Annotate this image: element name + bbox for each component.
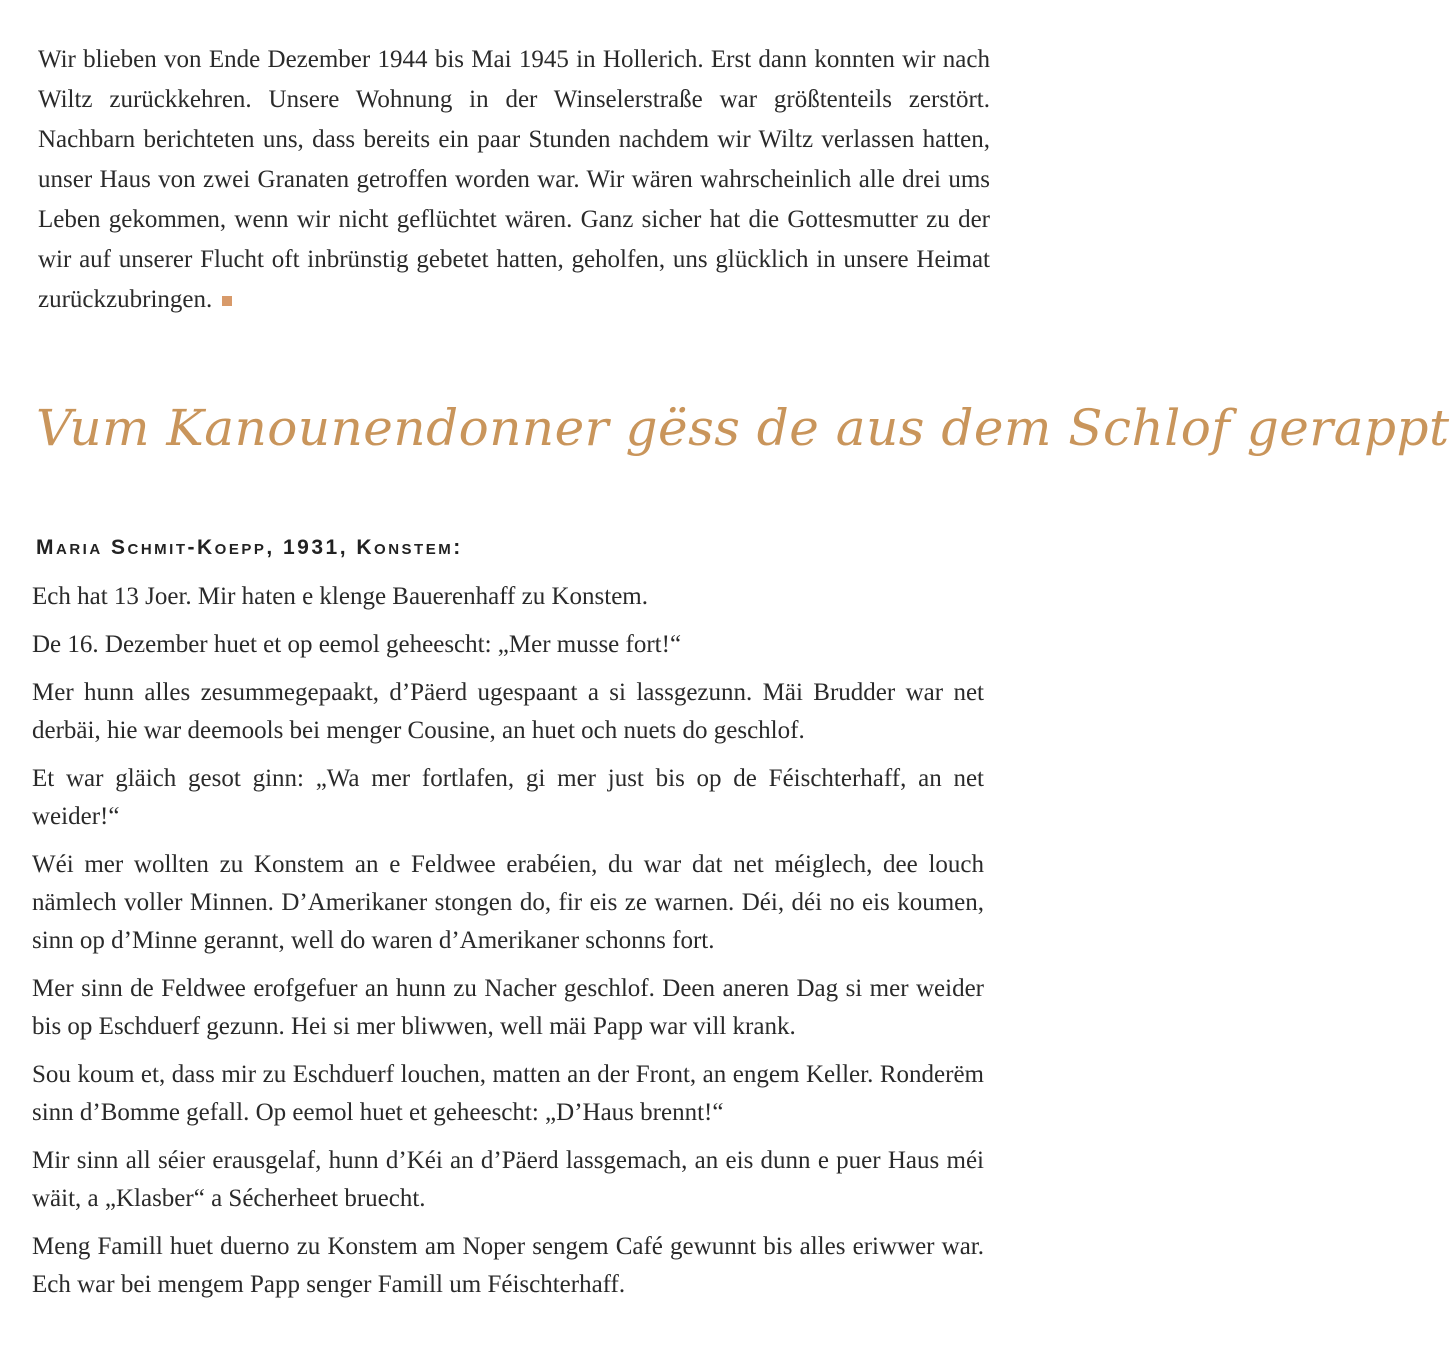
story-paragraph: Mer sinn de Feldwee erofgefuer an hunn zu Nacher geschlof. Deen aneren Dag si mer weider bis op Eschduerf gezunn. Hei si mer bliwwen, well mäi Papp war vill krank. (32, 975, 984, 1040)
story-paragraph: Sou koum et, dass mir zu Eschduerf louchen, matten an der Front, an engem Keller. Ronderëm sinn d’Bomme gefall. Op eemol huet et geheescht: „D’Haus brennt!“ (32, 1061, 984, 1126)
story-paragraph: De 16. Dezember huet et op eemol geheescht: „Mer musse fort!“ (32, 631, 682, 658)
story-paragraph: Mir sinn all séier erausgelaf, hunn d’Kéi an d’Päerd lassgemach, an eis dunn e puer Haus méi wäit, a „Klasber“ a Sécherheet bruecht. (32, 1147, 984, 1212)
story-paragraph: Wéi mer wollten zu Konstem an e Feldwee erabéien, du war dat net méiglech, dee louch nämlech voller Minnen. D’Amerikaner stongen do, fir eis ze warnen. Déi, déi no eis koumen, sinn op d’Minne gerannt, well do waren d’Amerikaner schonns fort. (32, 851, 984, 954)
intro-paragraph (38, 40, 990, 320)
story-paragraph: Ech hat 13 Joer. Mir haten e klenge Bauerenhaff zu Konstem. (32, 583, 649, 610)
story-paragraph: Et war gläich gesot ginn: „Wa mer fortlafen, gi mer just bis op de Féischterhaff, an net weider!“ (32, 765, 984, 830)
story-paragraph: Mer hunn alles zesummegepaakt, d’Päerd ugespaant a si lassgezunn. Mäi Brudder war net derbäi, hie war deemools bei menger Cousine, an huet och nuets do geschlof. (32, 679, 984, 744)
intro-text: Wir blieben von Ende Dezember 1944 bis Mai 1945 in Hollerich. Erst dann konnten wir nach Wiltz zurückkehren. Unsere Wohnung in der Winselerstraße war größtenteils zerstört. Nachbarn berichteten uns, dass bereits ein paar Stunden nachdem wir Wiltz verlassen hatten, unser Haus von zwei Granaten getroffen worden war. Wir wären wahrscheinlich alle drei ums Leben gekommen, wenn wir nicht geflüchtet wären. Ganz sicher hat die Gottesmutter zu der wir auf unserer Flucht oft inbrünstig gebetet hatten, geholfen, uns glücklich in unsere Heimat zurückzubringen. (38, 46, 990, 313)
story-body (32, 578, 984, 1314)
section-title: Vum Kanounendonner gëss de aus dem Schlof gerappt (36, 399, 1450, 457)
author-byline: Maria Schmit-Koepp, 1931, Konstem: (36, 536, 463, 559)
end-of-article-mark (222, 296, 232, 306)
story-paragraph: Meng Famill huet duerno zu Konstem am Noper sengem Café gewunnt bis alles eriwwer war. Ech war bei mengem Papp senger Famill um Féischterhaff. (32, 1233, 984, 1298)
